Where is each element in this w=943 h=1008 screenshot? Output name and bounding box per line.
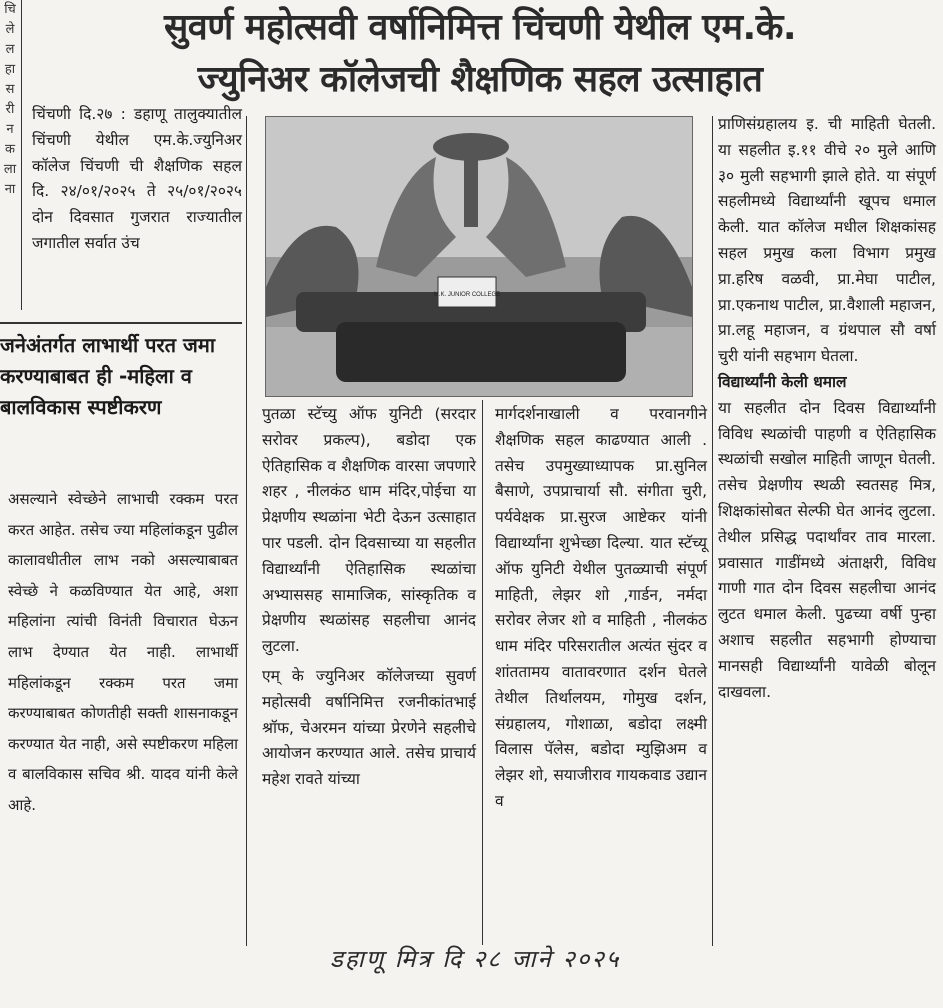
side-story-headline: जनेअंतर्गत लाभार्थी परत जमा करण्याबाबत ही -महिला व बालविकास स्पष्टीकरण bbox=[0, 333, 216, 419]
col4b-text: या सहलीत दोन दिवस विद्यार्थ्यांनी विविध स्थळांची पाहणी व ऐतिहासिक स्थळांची सखोल माहिती जाणून घेतली. तसेच प्रेक्षणीय स्थळी स्वतसह मित्र, शिक्षकांसोबत सेल्फी घेत आनंद लुटला. तेथील प्रसिद्ध पदार्थांवर ताव मारला. प्रवासात गाडींमध्ये अंताक्षरी, विविध गाणी गात दोन दिवस सहलीचा आनंद लुटत धमाल केली. पुढच्या वर्षी पुन्हा अशाच सहलीत सहभागी होण्याचा मानसही विद्यार्थ्यांनी यावेळी बोलून दाखवला. bbox=[718, 398, 936, 701]
intro-text: चिंचणी दि.२७ : डहाणू तालुक्यातील चिंचणी येथील एम.के.ज्युनिअर कॉलेज चिंचणी ची शैक्षणिक सहल दि. २४/०१/२०२५ ते २५/०१/२०२५ दोन दिवसात गुजरात राज्यातील जगातील सर्वात उंच bbox=[32, 105, 242, 252]
body-column-4 bbox=[718, 112, 936, 705]
edge-fragment-char: न bbox=[6, 122, 14, 137]
col2b-text: एम् के ज्युनिअर कॉलेजच्या सुवर्ण महोत्सवी वर्षानिमित्त रजनीकांतभाई श्रॉफ, चेअरमन यांच्या प्रेरणेने सहलीचे आयोजन करण्यात आले. तसेच प्राचार्य महेश रावते यांच्या bbox=[262, 666, 476, 789]
column-rule bbox=[0, 322, 242, 324]
edge-fragment-char: ल bbox=[5, 42, 15, 57]
group-photo bbox=[265, 116, 693, 397]
column-rule bbox=[21, 0, 22, 310]
headline-line-1: सुवर्ण महोत्सवी वर्षानिमित्त चिंचणी येथील एम.के. bbox=[163, 7, 797, 48]
article-headline bbox=[30, 2, 930, 106]
edge-text-fragment bbox=[0, 0, 20, 300]
column-rule bbox=[712, 116, 713, 946]
edge-fragment-char: ला bbox=[3, 162, 17, 177]
col2-text: पुतळा स्टॅच्यु ऑफ युनिटी (सरदार सरोवर प्रकल्प), बडोदा एक ऐतिहासिक व शैक्षणिक वारसा जपणारे शहर , नीलकंठ धाम मंदिर,पोईचा या प्रेक्षणीय स्थळांना भेटी देऊन उत्साहात पार पडली. दोन दिवसाच्या या सहलीत विद्यार्थ्यांनी ऐतिहासिक स्थळांचा अभ्याससह सामाजिक, सांस्कृतिक व प्रेक्षणीय स्थळांसह सहलीचा आनंद लुटला. bbox=[262, 405, 476, 656]
handwritten-note: डहाणू मित्र दि २८ जाने २०२५ bbox=[330, 945, 621, 973]
side-story-text: असल्याने स्वेच्छेने लाभाची रक्कम परत करत आहेत. तसेच ज्या महिलांकडून पुढील कालावधीतील लाभ नको असल्याबाबत स्वेच्छे ने कळविण्यात येत आहे, अशा महिलांना त्यांची विनंती विचारात घेऊन लाभ देण्यात येत नाही. लाभार्थी महिलांकडून रक्कम परत जमा करण्याबाबत कोणतीही सक्ती शासनाकडून करण्यात येत नाही, असे स्पष्टीकरण महिला व बालविकास सचिव श्री. यादव यांनी केले आहे. bbox=[8, 490, 238, 814]
edge-fragment-char: हा bbox=[4, 62, 16, 77]
col4-text: प्राणिसंग्रहालय इ. ची माहिती घेतली. या सहलीत इ.११ वीचे २० मुले आणि ३० मुली सहभागी झाले होते. या संपूर्ण सहलीमध्ये विद्यार्थ्यांनी खूपच धमाल केली. यात कॉलेज मधील शिक्षकांसह सहल प्रमुख कला विभाग प्रमुख प्रा.हरिष वळवी, प्रा.मेघा पाटील, प्रा.एकनाथ पाटील, प्रा.वैशाली महाजन, प्रा.लहू महाजन, व ग्रंथपाल सौ वर्षा चुरी यांनी सहभाग घेतला. bbox=[718, 115, 936, 366]
edge-fragment-char: ना bbox=[4, 182, 16, 197]
side-story-body bbox=[8, 484, 238, 821]
body-column-2 bbox=[262, 402, 476, 793]
col4-subhead: विद्यार्थ्यांनी केली धमाल bbox=[718, 372, 847, 391]
edge-fragment-char: क bbox=[5, 142, 15, 157]
col3-text: मार्गदर्शनाखाली व परवानगीने शैक्षणिक सहल काढण्यात आली . तसेच उपमुख्याध्यापक प्रा.सुनिल बैसाणे, उपप्राचार्या सौ. संगीता चुरी, पर्यवेक्षक प्रा.सुरज आष्टेकर यांनी विद्यार्थ्यांना शुभेच्छा दिल्या. यात स्टॅच्यू ऑफ युनिटी येथील पुतळ्याची संपूर्ण माहिती, लेझर शो ,गार्डन, नर्मदा सरोवर लेजर शो व माहिती , नीलकंठ धाम मंदिर परिसरातील अत्यंत सुंदर व शांततामय वातावरणात दर्शन घेतले तेथील तिर्थालयम, गोमुख दर्शन, संग्रहालय, गोशाळा, बडोदा लक्ष्मी विलास पॅलेस, बडोदा म्युझिअम व लेझर शो, सयाजीराव गायकवाड उद्यान व bbox=[495, 405, 707, 810]
photo-illustration bbox=[266, 117, 692, 396]
edge-fragment-char: चि bbox=[4, 2, 16, 17]
column-rule bbox=[246, 116, 247, 946]
column-rule bbox=[482, 400, 483, 945]
edge-fragment-char: री bbox=[5, 102, 15, 117]
edge-fragment-char: ले bbox=[5, 22, 15, 37]
photo-banner: M.K. JUNIOR COLLEGE bbox=[433, 292, 501, 298]
intro-column bbox=[32, 102, 242, 257]
edge-fragment-char: स bbox=[5, 82, 15, 97]
headline-line-2: ज्युनिअर कॉलेजची शैक्षणिक सहल उत्साहात bbox=[197, 59, 763, 100]
body-column-3 bbox=[495, 402, 707, 815]
